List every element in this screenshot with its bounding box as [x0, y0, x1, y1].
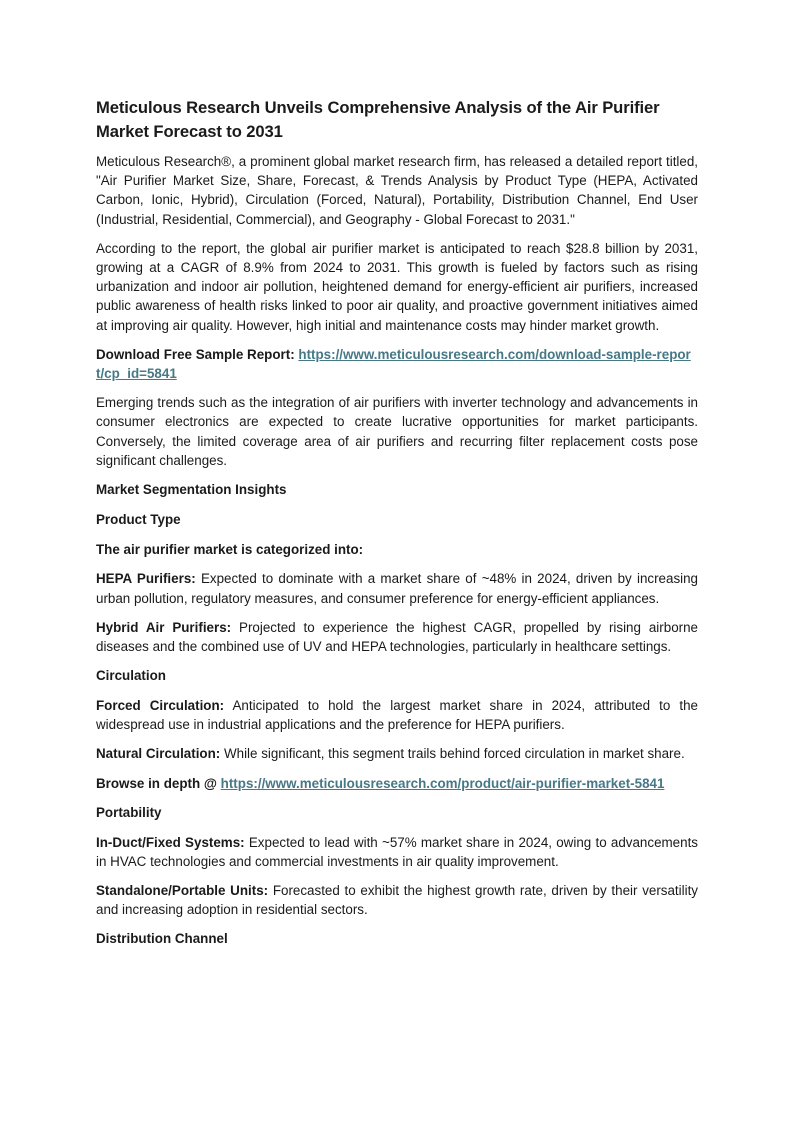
browse-label: Browse in depth @ — [96, 775, 217, 791]
in-duct-systems-text: Expected to lead with ~57% market share in 2024, owing to advancements in HVAC technologies and commercial investments in air quality improvement. — [96, 834, 698, 869]
report-summary-paragraph: According to the report, the global air purifier market is anticipated to reach $28.8 billion by 2031, growing at a CAGR of 8.9% from 2024 to 2031. This growth is fueled by factors such as rising urbanization and indoor air pollution, heightened demand for energy-efficient air purifiers, increased public awareness of health risks linked to poor air quality, and proactive government initiatives aimed at improving air quality. However, high initial and maintenance costs may hinder market growth. — [96, 240, 698, 333]
browse-link[interactable]: https://www.meticulousresearch.com/product/air-purifier-market-5841 — [220, 775, 665, 791]
portable-units-text: Forecasted to exhibit the highest growth rate, driven by their versatility and increasing adoption in residential sectors. — [96, 883, 698, 918]
hybrid-purifiers-text: Projected to experience the highest CAGR, propelled by rising airborne diseases and the combined use of UV and HEPA technologies, particularly in healthcare settings. — [96, 619, 698, 655]
list-item — [96, 881, 698, 919]
list-item — [96, 618, 698, 656]
segmentation-heading: Market Segmentation Insights — [96, 482, 287, 498]
product-type-heading: Product Type — [96, 511, 181, 527]
hepa-purifiers-label: HEPA Purifiers: — [96, 571, 196, 587]
hybrid-purifiers-label: Hybrid Air Purifiers: — [96, 619, 232, 635]
sample-report-link[interactable]: https://www.meticulousresearch.com/download-sample-report/cp_id=5841 — [96, 346, 691, 382]
product-type-subheading: The air purifier market is categorized into: — [96, 541, 364, 557]
sample-report-line — [96, 345, 698, 383]
list-item — [96, 696, 698, 734]
forced-circulation-text: Anticipated to hold the largest market share in 2024, attributed to the widespread use in industrial applications and the preference for HEPA purifiers. — [96, 698, 699, 733]
list-item — [96, 569, 698, 607]
natural-circulation-label: Natural Circulation: — [96, 746, 221, 762]
portable-units-label: Standalone/Portable Units: — [96, 883, 269, 899]
natural-circulation-text: While significant, this segment trails behind forced circulation in market share. — [223, 746, 685, 762]
trends-paragraph: Emerging trends such as the integration of air purifiers with inverter technology and advancements in consumer electronics are expected to create lucrative opportunities for market participants. Conversely, the limited coverage area of air purifiers and recurring filter replacement costs pose significant challenges. — [96, 395, 698, 468]
page-title: Meticulous Research Unveils Comprehensive Analysis of the Air Purifier Market Forecast to 2031 — [96, 98, 660, 141]
intro-paragraph: Meticulous Research®, a prominent global market research firm, has released a detailed report titled, "Air Purifier Market Size, Share, Forecast, & Trends Analysis by Product Type (HEPA, Activated Carbon, Ionic, Hybrid), Circulation (Forced, Natural), Portability, Distribution Channel, End User (Industrial, Residential, Commercial), and Geography - Global Forecast to 2031." — [96, 154, 698, 227]
browse-line — [96, 774, 698, 793]
circulation-heading: Circulation — [96, 668, 166, 684]
list-item — [96, 833, 698, 871]
sample-report-label: Download Free Sample Report: — [96, 346, 295, 362]
list-item — [96, 744, 698, 763]
distribution-channel-heading: Distribution Channel — [96, 931, 228, 947]
portability-heading: Portability — [96, 804, 162, 820]
document-page — [96, 96, 698, 959]
forced-circulation-label: Forced Circulation: — [96, 698, 225, 714]
in-duct-systems-label: In-Duct/Fixed Systems: — [96, 834, 245, 850]
hepa-purifiers-text: Expected to dominate with a market share of ~48% in 2024, driven by increasing urban pollution, regulatory measures, and consumer preference for energy-efficient appliances. — [96, 571, 699, 606]
